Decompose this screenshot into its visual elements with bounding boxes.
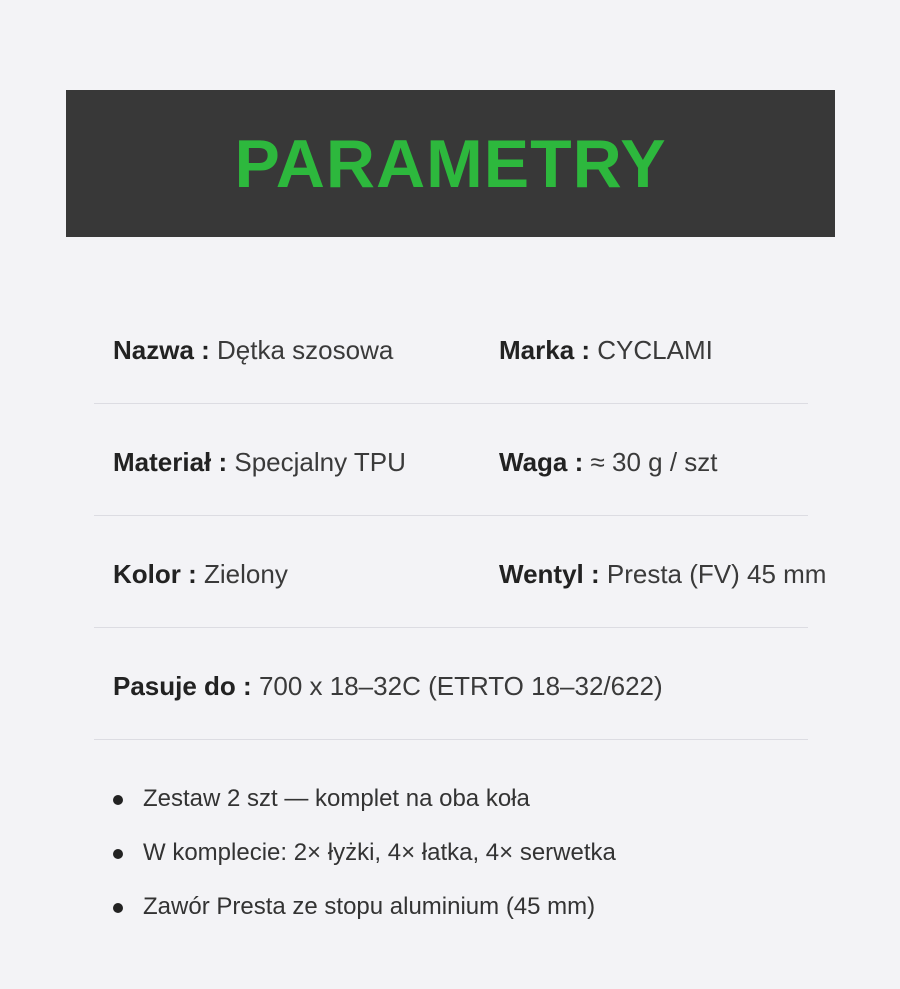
spec-item-nazwa bbox=[113, 334, 393, 366]
spec-value: CYCLAMI bbox=[597, 335, 713, 365]
spec-separator: : bbox=[211, 447, 235, 477]
spec-value: 700 x 18–32C (ETRTO 18–32/622) bbox=[258, 671, 663, 701]
list-item bbox=[113, 784, 616, 838]
spec-item-kolor bbox=[113, 558, 288, 590]
spec-label: Kolor bbox=[113, 559, 181, 589]
list-item-text: Zestaw 2 szt — komplet na oba koła bbox=[143, 785, 530, 812]
spec-value: Zielony bbox=[204, 559, 288, 589]
list-item bbox=[113, 892, 616, 946]
feature-list bbox=[113, 784, 616, 946]
spec-value: Specjalny TPU bbox=[234, 447, 406, 477]
spec-label: Wentyl bbox=[499, 559, 584, 589]
list-item-text: W komplecie: 2× łyżki, 4× łatka, 4× serwetka bbox=[143, 839, 616, 866]
spec-row bbox=[94, 516, 900, 628]
bullet-icon bbox=[113, 795, 123, 805]
spec-label: Waga bbox=[499, 447, 568, 477]
spec-separator: : bbox=[235, 671, 259, 701]
list-item bbox=[113, 838, 616, 892]
spec-separator: : bbox=[180, 559, 204, 589]
list-item-text: Zawór Presta ze stopu aluminium (45 mm) bbox=[143, 893, 596, 920]
spec-separator: : bbox=[567, 447, 591, 477]
spec-label: Nazwa bbox=[113, 335, 194, 365]
spec-value: ≈ 30 g / szt bbox=[590, 447, 718, 477]
spec-table bbox=[94, 292, 900, 740]
page-title: PARAMETRY bbox=[234, 125, 667, 202]
spec-separator: : bbox=[574, 335, 598, 365]
spec-row bbox=[94, 292, 900, 404]
spec-item-pasuje-do bbox=[113, 670, 663, 702]
header-banner bbox=[66, 90, 835, 237]
spec-label: Materiał bbox=[113, 447, 212, 477]
spec-value: Dętka szosowa bbox=[217, 335, 394, 365]
bullet-icon bbox=[113, 849, 123, 859]
spec-item-marka bbox=[499, 334, 713, 366]
spec-item-material bbox=[113, 446, 406, 478]
row-divider bbox=[94, 739, 808, 740]
spec-item-wentyl bbox=[499, 558, 826, 590]
spec-label: Marka bbox=[499, 335, 575, 365]
bullet-icon bbox=[113, 903, 123, 913]
spec-row bbox=[94, 404, 900, 516]
spec-item-waga bbox=[499, 446, 718, 478]
spec-value: Presta (FV) 45 mm bbox=[606, 559, 827, 589]
spec-separator: : bbox=[193, 335, 218, 365]
spec-label: Pasuje do bbox=[113, 671, 236, 701]
spec-row bbox=[94, 628, 900, 740]
spec-separator: : bbox=[583, 559, 607, 589]
